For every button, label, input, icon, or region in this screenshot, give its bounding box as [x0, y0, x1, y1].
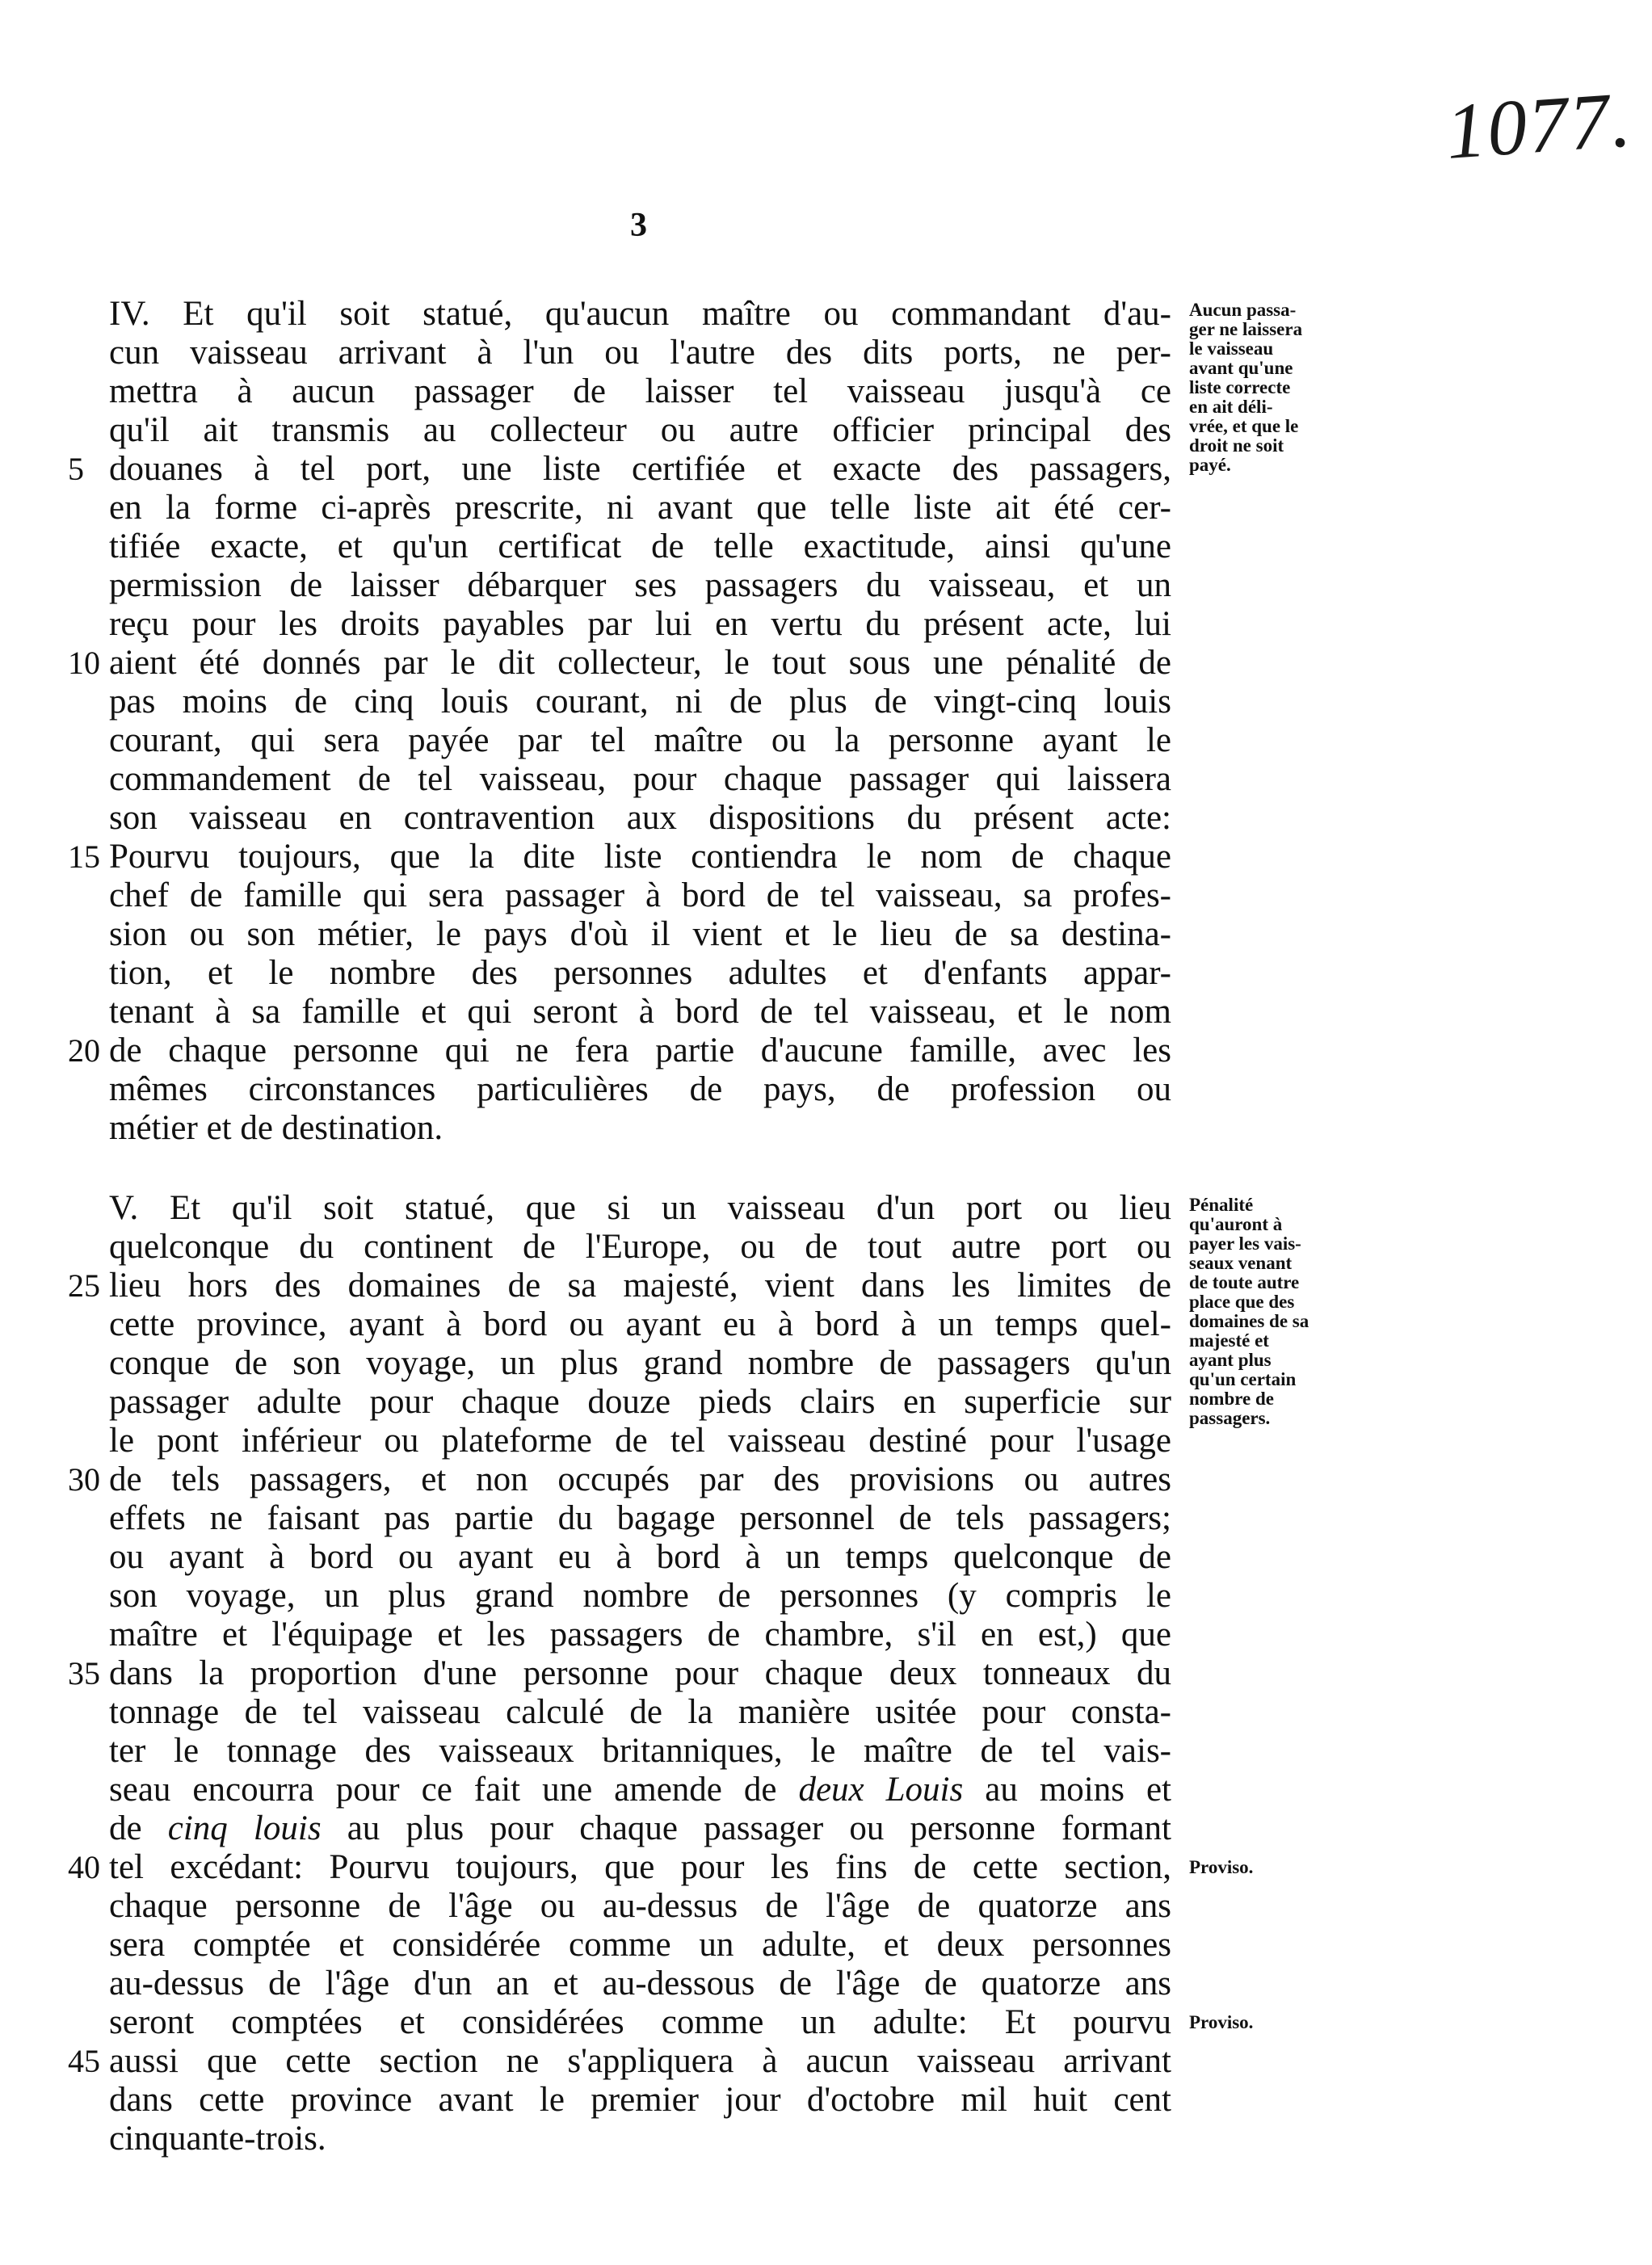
text-line: ter le tonnage des vaisseaux britanniques, le maître de tel vais- [109, 1732, 1171, 1770]
margin-note-line: Proviso. [1189, 2012, 1254, 2032]
text-line: sera comptée et considérée comme un adulte, et deux personnes [109, 1926, 1171, 1964]
margin-note-line: le vaisseau [1189, 338, 1274, 359]
text-line: effets ne faisant pas partie du bagage personnel de tels passagers; [109, 1499, 1171, 1537]
line-number: 20 [68, 1032, 100, 1069]
margin-note-line: qu'un certain [1189, 1369, 1297, 1389]
text-line: mêmes circonstances particulières de pays, de profession ou [109, 1070, 1171, 1108]
text-line: son vaisseau en contravention aux dispositions du présent acte: [109, 799, 1171, 837]
text-line: permission de laisser débarquer ses passagers du vaisseau, et un [109, 566, 1171, 604]
text-line: dans cette province avant le premier jour d'octobre mil huit cent [109, 2081, 1171, 2119]
text-line: ou ayant à bord ou ayant eu à bord à un temps quelconque de [109, 1538, 1171, 1576]
text-line: tenant à sa famille et qui seront à bord de tel vaisseau, et le nom [109, 993, 1171, 1031]
margin-note-line: place que des [1189, 1292, 1295, 1312]
margin-note-line: droit ne soit [1189, 435, 1284, 456]
text-line: au-dessus de l'âge d'un an et au-dessous de l'âge de quatorze ans [109, 1965, 1171, 2002]
text-line: passager adulte pour chaque douze pieds clairs en superficie sur [109, 1383, 1171, 1421]
text-line: tel excédant: Pourvu toujours, que pour les fins de cette section, [109, 1848, 1171, 1886]
margin-note-line: payé. [1189, 455, 1231, 475]
text-line: en la forme ci-après prescrite, ni avant que telle liste ait été cer- [109, 489, 1171, 527]
line-number: 25 [68, 1267, 100, 1304]
margin-note-line: qu'auront à [1189, 1214, 1283, 1234]
text-line: de tels passagers, et non occupés par des provisions ou autres [109, 1460, 1171, 1498]
text-line: seront comptées et considérées comme un adulte: Et pourvu [109, 2003, 1171, 2041]
line-number: 40 [68, 1849, 100, 1885]
margin-note-line: Proviso. [1189, 1857, 1254, 1877]
line-number: 15 [68, 838, 100, 875]
text-line: conque de son voyage, un plus grand nombre de passagers qu'un [109, 1344, 1171, 1382]
text-line: de chaque personne qui ne fera partie d'aucune famille, avec les [109, 1032, 1171, 1069]
margin-note-line: liste correcte [1189, 377, 1291, 397]
text-line: lieu hors des domaines de sa majesté, vient dans les limites de [109, 1267, 1171, 1305]
text-line: Pourvu toujours, que la dite liste contiendra le nom de chaque [109, 838, 1171, 876]
margin-note-line: de toute autre [1189, 1272, 1300, 1292]
margin-note-line: ayant plus [1189, 1350, 1272, 1370]
text-line: chef de famille qui sera passager à bord de tel vaisseau, sa profes- [109, 876, 1171, 914]
text-line: IV. Et qu'il soit statué, qu'aucun maître ou commandant d'au- [109, 295, 1171, 333]
margin-note-line: Aucun passa- [1189, 300, 1297, 320]
text-line: le pont inférieur ou plateforme de tel vaisseau destiné pour l'usage [109, 1422, 1171, 1460]
text-line: son voyage, un plus grand nombre de personnes (y compris le [109, 1577, 1171, 1615]
margin-note-line: passagers. [1189, 1408, 1271, 1428]
text-line: tifiée exacte, et qu'un certificat de telle exactitude, ainsi qu'une [109, 527, 1171, 565]
text-line: mettra à aucun passager de laisser tel vaisseau jusqu'à ce [109, 372, 1171, 410]
line-number: 5 [68, 451, 84, 487]
line-number: 35 [68, 1655, 100, 1691]
text-line: sion ou son métier, le pays d'où il vient et le lieu de sa destina- [109, 915, 1171, 953]
page-number: 3 [630, 207, 647, 244]
text-line: pas moins de cinq louis courant, ni de plus de vingt-cinq louis [109, 683, 1171, 721]
margin-note-line: en ait déli- [1189, 397, 1273, 417]
text-line: cette province, ayant à bord ou ayant eu à bord à un temps quel- [109, 1305, 1171, 1343]
text-line: aient été donnés par le dit collecteur, le tout sous une pénalité de [109, 644, 1171, 682]
text-line: commandement de tel vaisseau, pour chaque passager qui laissera [109, 760, 1171, 798]
text-line: reçu pour les droits payables par lui en vertu du présent acte, lui [109, 605, 1171, 643]
text-line: tion, et le nombre des personnes adultes et d'enfants appar- [109, 954, 1171, 992]
margin-note-line: majesté et [1189, 1330, 1269, 1351]
text-line: chaque personne de l'âge ou au-dessus de l'âge de quatorze ans [109, 1887, 1171, 1925]
line-number: 45 [68, 2043, 100, 2079]
text-line: qu'il ait transmis au collecteur ou autre officier principal des [109, 411, 1171, 449]
margin-note-line: seaux venant [1189, 1253, 1293, 1273]
handwritten-folio: 1077. [1443, 76, 1635, 176]
text-line: cun vaisseau arrivant à l'un ou l'autre des dits ports, ne per- [109, 334, 1171, 372]
text-line: de cinq louis au plus pour chaque passager ou personne formant [109, 1809, 1171, 1847]
margin-note-line: avant qu'une [1189, 358, 1293, 378]
line-number: 10 [68, 645, 100, 681]
text-line: métier et de destination. [109, 1109, 443, 1147]
line-number: 30 [68, 1461, 100, 1498]
text-line: tonnage de tel vaisseau calculé de la manière usitée pour consta- [109, 1693, 1171, 1731]
margin-note-line: nombre de [1189, 1389, 1274, 1409]
margin-note-line: payer les vais- [1189, 1233, 1301, 1254]
margin-note-line: Pénalité [1189, 1195, 1254, 1215]
text-line: maître et l'équipage et les passagers de chambre, s'il en est,) que [109, 1616, 1171, 1654]
margin-note-line: vrée, et que le [1189, 416, 1299, 436]
text-line: V. Et qu'il soit statué, que si un vaisseau d'un port ou lieu [109, 1189, 1171, 1227]
text-line: seau encourra pour ce fait une amende de deux Louis au moins et [109, 1771, 1171, 1809]
text-line: courant, qui sera payée par tel maître ou la personne ayant le [109, 721, 1171, 759]
margin-note-line: ger ne laissera [1189, 319, 1303, 339]
margin-note-line: domaines de sa [1189, 1311, 1309, 1331]
text-line: dans la proportion d'une personne pour chaque deux tonneaux du [109, 1654, 1171, 1692]
text-line: aussi que cette section ne s'appliquera à aucun vaisseau arrivant [109, 2042, 1171, 2080]
text-line: quelconque du continent de l'Europe, ou de tout autre port ou [109, 1228, 1171, 1266]
text-line: cinquante-trois. [109, 2120, 326, 2158]
text-line: douanes à tel port, une liste certifiée et exacte des passagers, [109, 450, 1171, 488]
